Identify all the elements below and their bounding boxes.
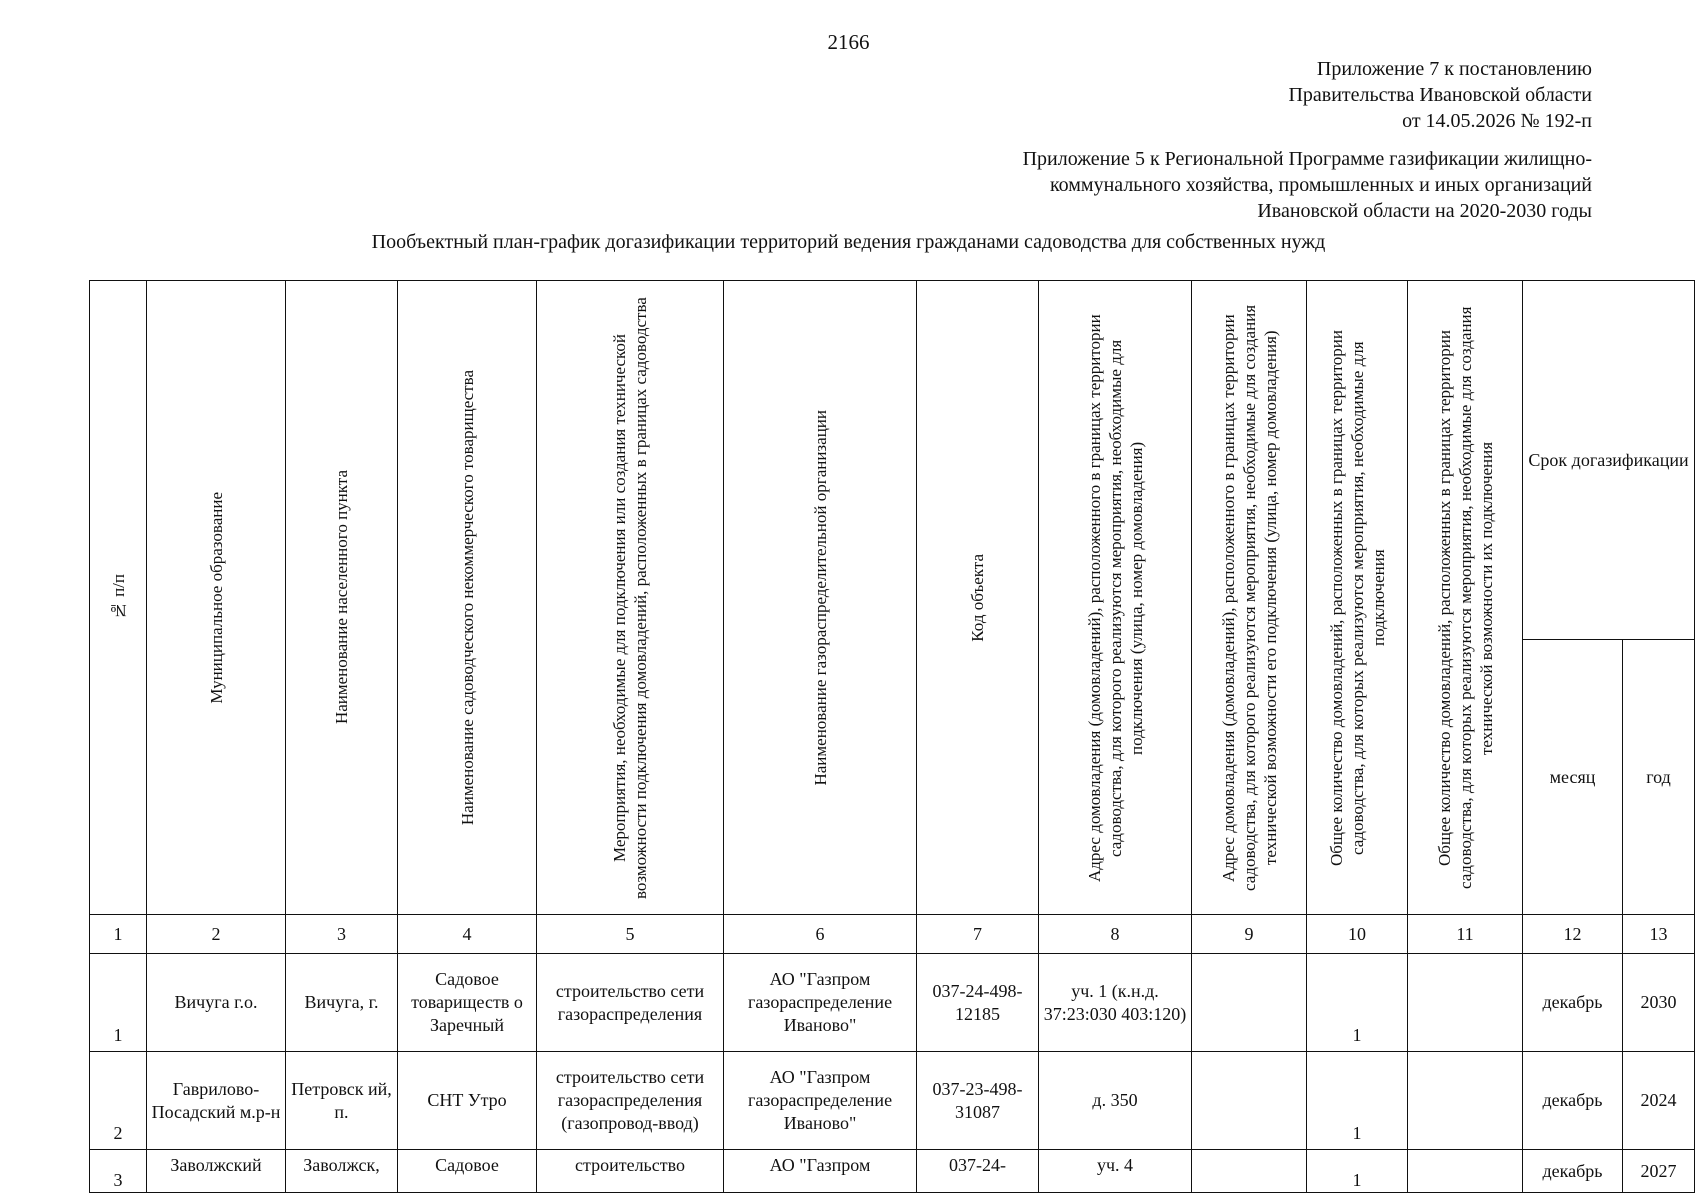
column-number: 5: [537, 915, 724, 954]
cell-total-tech: [1408, 1052, 1523, 1150]
cell-partnership: СНТ Утро: [398, 1052, 537, 1150]
cell-year: 2024: [1623, 1052, 1695, 1150]
cell-num: 2: [90, 1052, 147, 1150]
header-object-code: Код объекта: [917, 281, 1039, 915]
annex5-header: [1023, 146, 1592, 224]
header-address-tech: Адрес домовладения (домовладений), расположенного в границах территории садоводства, для которого реализуются мероприятия, необходимые для создания технической возможности его подключения (улица, номер домовладения): [1192, 281, 1307, 915]
column-number: 13: [1623, 915, 1695, 954]
cell-gas-org: АО "Газпром газораспределение Иваново": [724, 954, 917, 1052]
header-gas-org: Наименование газораспределительной организации: [724, 281, 917, 915]
column-number: 8: [1039, 915, 1192, 954]
cell-total-tech: [1408, 1150, 1523, 1193]
cell-measures: строительство: [537, 1150, 724, 1193]
annex7-line2: Правительства Ивановской области: [1288, 84, 1592, 106]
header-month: месяц: [1523, 639, 1623, 914]
annex7-line3: от 14.05.2026 № 192-п: [1402, 110, 1592, 132]
cell-settlement: Петровск ий, п.: [286, 1052, 398, 1150]
cell-total-tech: [1408, 954, 1523, 1052]
cell-address-tech: [1192, 954, 1307, 1052]
header-deadline: Срок догазификации: [1523, 281, 1695, 640]
table-row: [90, 1150, 1695, 1193]
cell-total-connect: 1: [1307, 1150, 1408, 1193]
column-number: 9: [1192, 915, 1307, 954]
annex7-header: [1288, 56, 1592, 134]
cell-year: 2030: [1623, 954, 1695, 1052]
column-number: 4: [398, 915, 537, 954]
cell-address-connect: уч. 1 (к.н.д. 37:23:030 403:120): [1039, 954, 1192, 1052]
cell-num: 3: [90, 1150, 147, 1193]
annex5-line3: Ивановской области на 2020-2030 годы: [1257, 200, 1592, 222]
cell-total-connect: 1: [1307, 1052, 1408, 1150]
column-number-row: [90, 915, 1695, 954]
header-num: № п/п: [90, 281, 147, 915]
cell-month: декабрь: [1523, 1052, 1623, 1150]
cell-measures: строительство сети газораспределения: [537, 954, 724, 1052]
table-row: [90, 954, 1695, 1052]
header-row-top: [90, 281, 1695, 640]
plan-table: [89, 280, 1695, 1193]
page-number: 2166: [827, 30, 870, 54]
annex5-line2: коммунального хозяйства, промышленных и иных организаций: [1049, 174, 1592, 196]
cell-measures: строительство сети газораспределения (газопровод-ввод): [537, 1052, 724, 1150]
header-municipality: Муниципальное образование: [147, 281, 286, 915]
cell-total-connect: 1: [1307, 954, 1408, 1052]
header-address-connect: Адрес домовладения (домовладений), расположенного в границах территории садоводства, для которого реализуются мероприятия, необходимые для подключения (улица, номер домовладения): [1039, 281, 1192, 915]
cell-gas-org: АО "Газпром газораспределение Иваново": [724, 1052, 917, 1150]
document-title: Пообъектный план-график догазификации территорий ведения гражданами садоводства для собственных нужд: [371, 231, 1326, 253]
cell-municipality: Заволжский: [147, 1150, 286, 1193]
cell-address-tech: [1192, 1150, 1307, 1193]
cell-address-connect: уч. 4: [1039, 1150, 1192, 1193]
header-settlement: Наименование населенного пункта: [286, 281, 398, 915]
cell-municipality: Гаврилово-Посадский м.р-н: [147, 1052, 286, 1150]
cell-month: декабрь: [1523, 1150, 1623, 1193]
column-number: 3: [286, 915, 398, 954]
annex7-line1: Приложение 7 к постановлению: [1316, 58, 1592, 80]
header-total-tech: Общее количество домовладений, расположенных в границах территории садоводства, для которых реализуются мероприятия, необходимые для создания технической возможности их подключения: [1408, 281, 1523, 915]
cell-gas-org: АО "Газпром: [724, 1150, 917, 1193]
header-total-connect: Общее количество домовладений, расположенных в границах территории садоводства, для которых реализуются мероприятия, необходимые для подключения: [1307, 281, 1408, 915]
column-number: 12: [1523, 915, 1623, 954]
column-number: 2: [147, 915, 286, 954]
column-number: 6: [724, 915, 917, 954]
column-number: 10: [1307, 915, 1408, 954]
cell-object-code: 037-24-: [917, 1150, 1039, 1193]
column-number: 1: [90, 915, 147, 954]
column-number: 11: [1408, 915, 1523, 954]
header-measures: Мероприятия, необходимые для подключения или создания технической возможности подключения домовладений, расположенных в границах садоводства: [537, 281, 724, 915]
cell-settlement: Заволжск,: [286, 1150, 398, 1193]
cell-address-tech: [1192, 1052, 1307, 1150]
table-row: [90, 1052, 1695, 1150]
cell-month: декабрь: [1523, 954, 1623, 1052]
cell-partnership: Садовое товариществ о Заречный: [398, 954, 537, 1052]
cell-municipality: Вичуга г.о.: [147, 954, 286, 1052]
cell-settlement: Вичуга, г.: [286, 954, 398, 1052]
header-partnership: Наименование садоводческого некоммерческого товарищества: [398, 281, 537, 915]
cell-address-connect: д. 350: [1039, 1052, 1192, 1150]
cell-partnership: Садовое: [398, 1150, 537, 1193]
annex5-line1: Приложение 5 к Региональной Программе газификации жилищно-: [1022, 148, 1592, 170]
cell-object-code: 037-24-498-12185: [917, 954, 1039, 1052]
cell-object-code: 037-23-498-31087: [917, 1052, 1039, 1150]
cell-num: 1: [90, 954, 147, 1052]
cell-year: 2027: [1623, 1150, 1695, 1193]
column-number: 7: [917, 915, 1039, 954]
header-year: год: [1623, 639, 1695, 914]
